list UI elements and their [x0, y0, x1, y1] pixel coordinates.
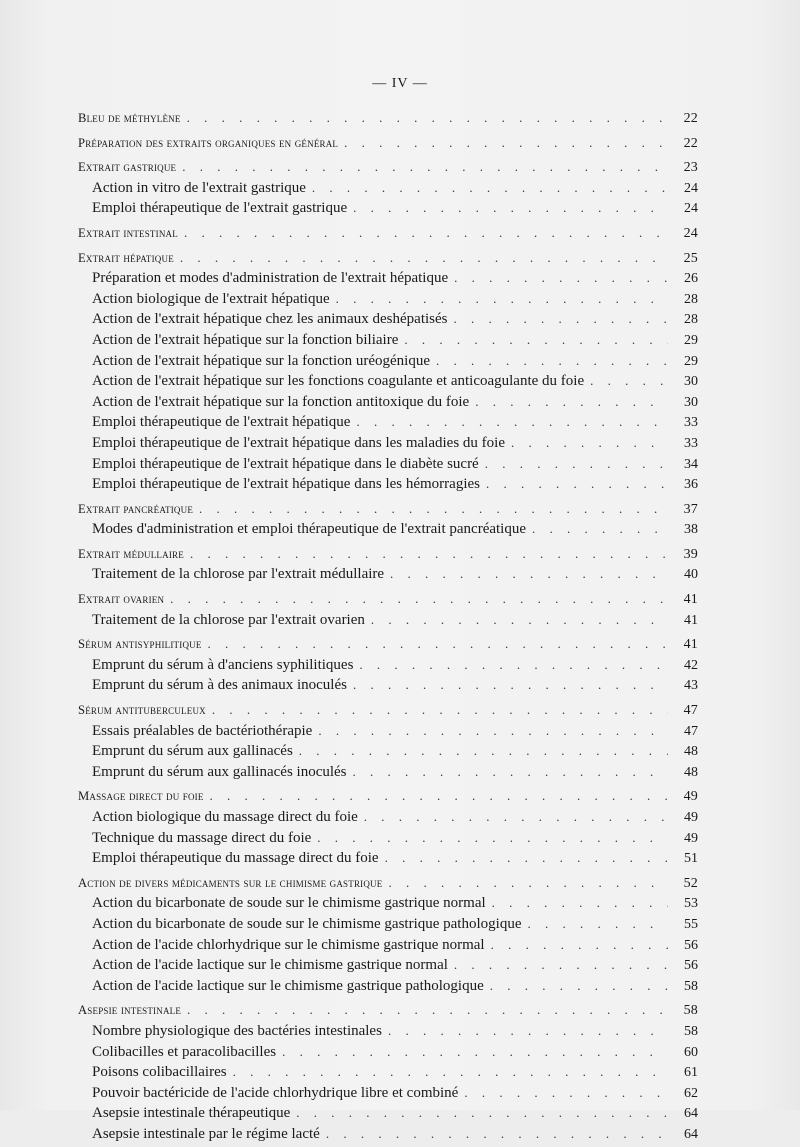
toc-entry-title: Emprunt du sérum à d'anciens syphilitiques: [92, 656, 354, 673]
dot-leader: [312, 180, 668, 196]
toc-entry: [78, 1105, 698, 1126]
toc-entry-title: Action de l'acide lactique sur le chimisme gastrique normal: [92, 957, 448, 974]
toc-entry-title: Action de l'extrait hépatique sur la fonction uréogénique: [92, 352, 431, 369]
dot-leader: [353, 764, 668, 780]
toc-entry: [78, 456, 698, 477]
toc-page-number: 33: [684, 435, 698, 451]
toc-page-number: 22: [683, 111, 698, 126]
toc-page-number: 24: [683, 225, 698, 241]
toc-page-number: 48: [684, 764, 698, 780]
toc-entry: [78, 332, 698, 353]
toc-entry-title: Emploi thérapeutique de l'extrait gastrique: [92, 200, 348, 217]
toc-entry-title: Extrait gastrique: [78, 160, 177, 175]
toc-page-number: 29: [684, 332, 698, 348]
toc-entry-title: Technique du massage direct du foie: [92, 829, 312, 846]
toc-entry-title: Action in vitro de l'extrait gastrique: [92, 179, 306, 196]
toc-entry: [78, 723, 698, 744]
toc-entry-title: Action de l'extrait hépatique sur les fonctions coagulante et anticoagulante du foie: [92, 373, 585, 390]
toc-entry-title: Emploi thérapeutique du massage direct du foie: [92, 850, 379, 867]
toc-entry-title: Colibacilles et paracolibacilles: [92, 1043, 277, 1060]
dot-leader: [454, 957, 668, 973]
dot-leader: [353, 200, 668, 216]
toc-entry: [78, 200, 698, 221]
dot-leader: [388, 1023, 668, 1039]
toc-entry-title: Asepsie intestinale: [78, 1003, 182, 1018]
dot-leader: [180, 250, 668, 266]
toc-entry-title: Emploi thérapeutique de l'extrait hépatique: [92, 414, 351, 431]
toc-entry-title: Action du bicarbonate de soude sur le chimisme gastrique pathologique: [92, 915, 522, 932]
dot-leader: [336, 291, 668, 307]
dot-leader: [199, 501, 668, 517]
toc-entry: [78, 612, 698, 633]
toc-page-number: 26: [684, 271, 698, 287]
dot-leader: [359, 657, 668, 673]
toc-entry-title: Essais préalables de bactériothérapie: [92, 722, 313, 739]
dot-leader: [475, 394, 668, 410]
dot-leader: [187, 110, 668, 126]
table-of-contents: [78, 110, 698, 1147]
dot-leader: [326, 1126, 668, 1142]
toc-page-number: 25: [683, 250, 698, 266]
toc-page-number: 34: [684, 456, 698, 472]
toc-entry-title: Emprunt du sérum aux gallinacés inoculés: [92, 763, 347, 780]
toc-entry-title: Sérum antituberculeux: [78, 703, 206, 718]
dot-leader: [532, 521, 668, 537]
toc-entry: [78, 1044, 698, 1065]
dot-leader: [182, 159, 668, 175]
toc-page-number: 24: [684, 201, 698, 217]
toc-page-number: 33: [684, 415, 698, 431]
toc-entry: [78, 743, 698, 764]
toc-entry-title: Action du bicarbonate de soude sur le chimisme gastrique normal: [92, 895, 486, 912]
toc-section-heading: [78, 636, 698, 657]
dot-leader: [454, 311, 669, 327]
toc-entry-title: Asepsie intestinale thérapeutique: [92, 1105, 291, 1122]
dot-leader: [454, 270, 668, 286]
toc-entry: [78, 1126, 698, 1147]
toc-entry-title: Action de l'extrait hépatique chez les animaux deshépatisés: [92, 311, 448, 328]
toc-entry: [78, 311, 698, 332]
toc-entry-title: Poisons colibacillaires: [92, 1064, 227, 1081]
toc-page-number: 53: [684, 896, 698, 912]
toc-page-number: 30: [684, 394, 698, 410]
toc-section-heading: [78, 788, 698, 809]
dot-leader: [464, 1085, 668, 1101]
toc-section-heading: [78, 110, 698, 131]
toc-entry: [78, 916, 698, 937]
toc-section-heading: [78, 135, 698, 156]
toc-page-number: 23: [683, 160, 698, 176]
toc-page-number: 28: [684, 312, 698, 328]
dot-leader: [527, 916, 668, 932]
toc-page-number: 47: [683, 703, 698, 719]
toc-page-number: 42: [684, 657, 698, 673]
toc-entry: [78, 521, 698, 542]
dot-leader: [404, 332, 668, 348]
dot-leader: [233, 1064, 668, 1080]
toc-entry-title: Extrait hépatique: [78, 250, 174, 265]
toc-page-number: 39: [683, 546, 698, 562]
dot-leader: [299, 743, 668, 759]
dot-leader: [212, 702, 668, 718]
toc-entry: [78, 937, 698, 958]
dot-leader: [296, 1105, 668, 1121]
toc-entry-title: Emprunt du sérum aux gallinacés: [92, 743, 293, 760]
toc-entry: [78, 291, 698, 312]
toc-entry: [78, 657, 698, 678]
toc-entry: [78, 978, 698, 999]
toc-page-number: 49: [684, 830, 698, 846]
toc-section-heading: [78, 591, 698, 612]
toc-entry: [78, 830, 698, 851]
toc-entry-title: Action de l'acide chlorhydrique sur le chimisme gastrique normal: [92, 936, 485, 953]
dot-leader: [491, 937, 668, 953]
dot-leader: [208, 636, 668, 652]
dot-leader: [318, 723, 668, 739]
toc-entry-title: Action biologique de l'extrait hépatique: [92, 290, 330, 307]
toc-page-number: 30: [684, 374, 698, 390]
dot-leader: [210, 788, 668, 804]
dot-leader: [436, 353, 668, 369]
dot-leader: [486, 476, 668, 492]
toc-section-heading: [78, 875, 698, 896]
dot-leader: [388, 875, 668, 891]
toc-page-number: 41: [683, 592, 698, 608]
toc-page-number: 64: [684, 1106, 698, 1122]
dot-leader: [485, 456, 668, 472]
toc-entry-title: Préparation des extraits organiques en général: [78, 135, 339, 150]
toc-entry-title: Action de l'extrait hépatique sur la fonction biliaire: [92, 331, 399, 348]
toc-entry-title: Nombre physiologique des bactéries intestinales: [92, 1022, 382, 1039]
toc-entry-title: Massage direct du foie: [78, 789, 204, 804]
toc-entry-title: Extrait ovarien: [78, 592, 165, 607]
toc-page-number: 64: [684, 1126, 698, 1142]
dot-leader: [187, 1002, 668, 1018]
toc-page-number: 58: [683, 1003, 698, 1019]
toc-page-number: 47: [684, 723, 698, 739]
toc-section-heading: [78, 546, 698, 567]
toc-page-number: 58: [684, 978, 698, 994]
dot-leader: [344, 135, 668, 151]
toc-page-number: 41: [683, 637, 698, 653]
dot-leader: [385, 850, 668, 866]
toc-page-number: 61: [684, 1065, 698, 1081]
dot-leader: [190, 546, 668, 562]
toc-entry-title: Pouvoir bactéricide de l'acide chlorhydrique libre et combiné: [92, 1084, 459, 1101]
toc-entry-title: Action de divers médicaments sur le chimisme gastrique: [78, 875, 383, 890]
toc-page-number: 48: [684, 744, 698, 760]
toc-page-number: 58: [684, 1023, 698, 1039]
toc-entry: [78, 677, 698, 698]
toc-entry-title: Emploi thérapeutique de l'extrait hépatique dans les hémorragies: [92, 476, 480, 493]
toc-page-number: 24: [684, 180, 698, 196]
dot-leader: [371, 612, 668, 628]
toc-page-number: 43: [684, 678, 698, 694]
toc-entry: [78, 353, 698, 374]
toc-page-number: 29: [684, 353, 698, 369]
toc-entry-title: Action de l'extrait hépatique sur la fonction antitoxique du foie: [92, 393, 470, 410]
toc-page-number: 38: [684, 522, 698, 538]
toc-entry: [78, 1064, 698, 1085]
toc-page-number: 49: [683, 789, 698, 805]
toc-page-number: 36: [684, 477, 698, 493]
dot-leader: [490, 978, 668, 994]
toc-page-number: 28: [684, 291, 698, 307]
toc-entry-title: Emploi thérapeutique de l'extrait hépatique dans le diabète sucré: [92, 455, 479, 472]
dot-leader: [364, 809, 668, 825]
toc-page-number: 56: [684, 958, 698, 974]
toc-page-number: 52: [683, 875, 698, 891]
toc-entry: [78, 414, 698, 435]
toc-page-number: 49: [684, 810, 698, 825]
toc-section-heading: [78, 702, 698, 723]
toc-entry-title: Traitement de la chlorose par l'extrait ovarien: [92, 611, 365, 628]
toc-section-heading: [78, 501, 698, 522]
toc-entry: [78, 1085, 698, 1106]
dot-leader: [492, 895, 668, 911]
page-number: — IV —: [372, 76, 428, 91]
toc-entry: [78, 394, 698, 415]
toc-page-number: 40: [684, 567, 698, 583]
toc-entry-title: Sérum antisyphilitique: [78, 637, 202, 652]
toc-entry-title: Préparation et modes d'administration de l'extrait hépatique: [92, 270, 449, 287]
toc-entry: [78, 373, 698, 394]
toc-page-number: 60: [684, 1044, 698, 1060]
toc-entry: [78, 957, 698, 978]
toc-entry: [78, 270, 698, 291]
dot-leader: [390, 566, 668, 582]
toc-entry-title: Emploi thérapeutique de l'extrait hépatique dans les maladies du foie: [92, 434, 505, 451]
toc-entry: [78, 435, 698, 456]
toc-entry-title: Extrait intestinal: [78, 225, 178, 240]
toc-entry-title: Action biologique du massage direct du foie: [92, 809, 358, 825]
toc-entry: [78, 476, 698, 497]
toc-entry-title: Extrait médullaire: [78, 546, 184, 561]
toc-section-heading: [78, 159, 698, 180]
toc-page-number: 56: [684, 937, 698, 953]
toc-page-number: 41: [684, 612, 698, 628]
dot-leader: [356, 414, 668, 430]
toc-entry: [78, 1023, 698, 1044]
toc-entry-title: Asepsie intestinale par le régime lacté: [92, 1125, 320, 1142]
toc-page-number: 51: [684, 851, 698, 867]
toc-entry-title: Emprunt du sérum à des animaux inoculés: [92, 677, 347, 694]
toc-section-heading: [78, 250, 698, 271]
toc-entry-title: Action de l'acide lactique sur le chimisme gastrique pathologique: [92, 977, 484, 994]
dot-leader: [282, 1044, 668, 1060]
dot-leader: [317, 830, 668, 846]
toc-entry-title: Bleu de méthylène: [78, 111, 181, 125]
toc-page-number: 62: [684, 1085, 698, 1101]
dot-leader: [170, 591, 668, 607]
toc-entry: [78, 764, 698, 785]
dot-leader: [590, 373, 668, 389]
toc-entry: [78, 566, 698, 587]
toc-page-number: 22: [683, 135, 698, 151]
dot-leader: [353, 677, 668, 693]
toc-page-number: 37: [683, 501, 698, 517]
toc-section-heading: [78, 1002, 698, 1023]
dot-leader: [184, 225, 668, 241]
toc-entry-title: Extrait pancréatique: [78, 501, 194, 516]
toc-entry-title: Modes d'administration et emploi thérapeutique de l'extrait pancréatique: [92, 521, 527, 538]
toc-entry: [78, 850, 698, 871]
toc-section-heading: [78, 225, 698, 246]
toc-entry-title: Traitement de la chlorose par l'extrait médullaire: [92, 566, 385, 583]
toc-page-number: 55: [684, 916, 698, 932]
dot-leader: [511, 435, 668, 451]
toc-entry: [78, 895, 698, 916]
toc-entry: [78, 809, 698, 830]
toc-entry: [78, 180, 698, 201]
